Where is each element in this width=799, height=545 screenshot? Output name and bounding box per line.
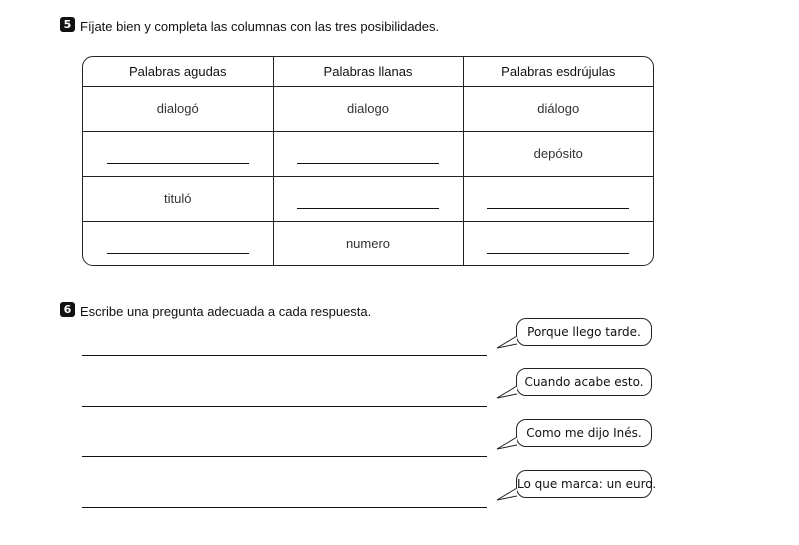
speech-bubble-tail-icon [495, 384, 519, 400]
table-cell [83, 87, 273, 132]
table-row [83, 87, 653, 132]
question-line-3[interactable] [82, 456, 487, 457]
blank-answer-line[interactable] [107, 163, 249, 164]
table-header-row [83, 57, 653, 87]
table-cell[interactable] [83, 222, 273, 267]
question-line-1[interactable] [82, 355, 487, 356]
word-text: diálogo [537, 101, 580, 116]
table-cell [273, 222, 463, 267]
table-cell [83, 177, 273, 222]
question-line-4[interactable] [82, 507, 487, 508]
answer-text-1: Porque llego tarde. [527, 325, 641, 339]
table-cell[interactable] [273, 132, 463, 177]
table-cell [273, 87, 463, 132]
speech-bubble-tail-icon [495, 486, 519, 502]
header-esdrujulas: Palabras esdrújulas [463, 57, 653, 87]
table-cell [463, 132, 653, 177]
table-row [83, 132, 653, 177]
word-text: dialogo [347, 101, 389, 116]
answer-text-2: Cuando acabe esto. [524, 375, 644, 389]
word-table [82, 56, 654, 266]
exercise-6-instruction: Escribe una pregunta adecuada a cada respuesta. [80, 304, 372, 319]
blank-answer-line[interactable] [107, 253, 249, 254]
blank-answer-line[interactable] [297, 163, 439, 164]
answer-text-3: Como me dijo Inés. [526, 426, 642, 440]
table-cell [463, 87, 653, 132]
table-cell[interactable] [463, 222, 653, 267]
table-cell[interactable] [463, 177, 653, 222]
header-llanas: Palabras llanas [273, 57, 463, 87]
table-cell[interactable] [273, 177, 463, 222]
exercise-6-number-badge: 6 [60, 302, 75, 317]
blank-answer-line[interactable] [297, 208, 439, 209]
speech-bubble-1 [516, 318, 652, 346]
table-row [83, 222, 653, 267]
exercise-5-instruction: Fíjate bien y completa las columnas con las tres posibilidades. [80, 19, 440, 34]
blank-answer-line[interactable] [487, 253, 629, 254]
word-text: dialogó [156, 101, 199, 116]
speech-bubble-2 [516, 368, 652, 396]
header-agudas: Palabras agudas [83, 57, 273, 87]
blank-answer-line[interactable] [487, 208, 629, 209]
exercise-5-number-badge: 5 [60, 17, 75, 32]
word-text: numero [345, 236, 391, 252]
speech-bubble-tail-icon [495, 334, 519, 350]
speech-bubble-tail-icon [495, 435, 519, 451]
word-text: tituló [164, 191, 192, 206]
question-line-2[interactable] [82, 406, 487, 407]
speech-bubble-4 [516, 470, 657, 498]
word-text: depósito [533, 146, 583, 161]
answer-text-4: Lo que marca: un euro. [517, 477, 657, 491]
table-cell[interactable] [83, 132, 273, 177]
speech-bubble-3 [516, 419, 652, 447]
table-row [83, 177, 653, 222]
